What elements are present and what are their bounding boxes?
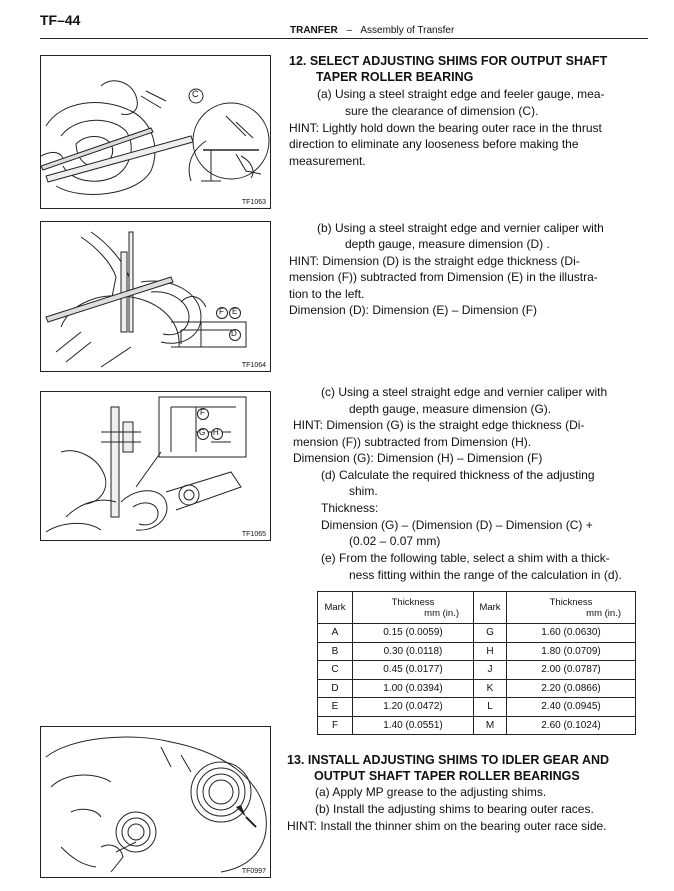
table-cell: 0.30 (0.0118) [353,642,474,661]
step12-title-line2: TAPER ROLLER BEARING [316,70,474,84]
formula-b: Dimension (D): Dimension (E) – Dimension (F) [289,303,538,317]
thickness-formula-line2: (0.02 – 0.07 mm) [349,534,441,548]
table-cell: C [318,661,353,680]
label-g: G [199,428,206,437]
page-number: TF–44 [40,12,81,28]
label-e: E [232,307,238,316]
table-row [318,642,636,661]
table-row [318,624,636,643]
shim-table [317,591,636,735]
figure-caption: TF1063 [241,199,266,206]
thickness-label: Thickness: [321,501,379,515]
hint-a-line2: direction to eliminate any looseness before making the [289,137,579,151]
table-cell: H [474,642,507,661]
hint-c-line2: mension (F)) subtracted from Dimension (H). [293,435,532,449]
hint-c-line1: HINT: Dimension (G) is the straight edge thickness (Di- [293,418,585,432]
step12-e-line1: (e) From the following table, select a shim with a thick- [321,551,610,565]
header-thickness-label: Thickness [549,596,593,608]
figure-vernier-caliper-g [40,391,271,541]
label-d: D [231,329,237,338]
step13-b: (b) Install the adjusting shims to bearing outer races. [315,802,594,816]
step12-b-line2: depth gauge, measure dimension (D) . [345,237,550,251]
table-cell: 0.15 (0.0059) [353,624,474,643]
hint-b-line3: tion to the left. [289,287,365,301]
table-cell: 1.00 (0.0394) [353,679,474,698]
table-cell: G [474,624,507,643]
header-rule [40,38,648,39]
step12-d-line2: shim. [349,484,378,498]
header-thickness-unit: mm (in.) [586,607,621,619]
figure-shim-install [40,726,271,878]
table-row [318,698,636,717]
step12-b-line1: (b) Using a steel straight edge and vernier caliper with [317,221,604,235]
step13-hint: HINT: Install the thinner shim on the bearing outer race side. [287,819,607,833]
header-mark: Mark [474,592,507,624]
subsection-title: Assembly of Transfer [360,25,455,36]
table-row [318,661,636,680]
table-cell: A [318,624,353,643]
vernier-caliper-d-illustration [41,222,270,371]
step12-title-line1: 12. SELECT ADJUSTING SHIMS FOR OUTPUT SHAFT [289,54,608,68]
hint-a-line3: measurement. [289,154,366,168]
step12-e-line2: ness fitting within the range of the calculation in (d). [349,568,622,582]
step12-a-line1: (a) Using a steel straight edge and feeler gauge, mea- [317,87,605,101]
table-cell: 2.20 (0.0866) [507,679,636,698]
header-thickness [353,592,474,624]
table-cell: 1.20 (0.0472) [353,698,474,717]
label-h: H [213,428,219,437]
table-cell: D [318,679,353,698]
table-cell: 2.40 (0.0945) [507,698,636,717]
table-cell: M [474,716,507,735]
step12-a-line2: sure the clearance of dimension (C). [345,104,539,118]
label-f: F [200,408,205,417]
table-cell: L [474,698,507,717]
header-thickness-label: Thickness [391,596,435,608]
formula-c: Dimension (G): Dimension (H) – Dimension (F) [293,451,543,465]
figure-vernier-caliper-d [40,221,271,372]
header-thickness-unit: mm (in.) [424,607,459,619]
header-dash: – [346,25,353,36]
step12-d-line1: (d) Calculate the required thickness of the adjusting [321,468,595,482]
table-row [318,716,636,735]
table-cell: 1.80 (0.0709) [507,642,636,661]
table-header-row [318,592,636,624]
table-cell: 0.45 (0.0177) [353,661,474,680]
feeler-gauge-illustration [41,56,270,208]
figure-caption: TF1065 [241,531,266,538]
vernier-caliper-g-illustration [41,392,270,540]
table-cell: 1.60 (0.0630) [507,624,636,643]
thickness-formula-line1: Dimension (G) – (Dimension (D) – Dimension (C) + [321,518,593,532]
figure-caption: TF0997 [241,868,266,875]
label-f: F [219,307,224,316]
hint-b-line2: mension (F)) subtracted from Dimension (E) in the illustra- [289,270,598,284]
running-header [290,25,454,36]
table-cell: J [474,661,507,680]
table-cell: 1.40 (0.0551) [353,716,474,735]
section-title: TRANFER [290,25,338,36]
table-cell: B [318,642,353,661]
shim-install-illustration [41,727,270,877]
figure-feeler-gauge [40,55,271,209]
table-cell: E [318,698,353,717]
figure-caption: TF1064 [241,362,266,369]
table-cell: F [318,716,353,735]
table-cell: 2.00 (0.0787) [507,661,636,680]
step13-title-line2: OUTPUT SHAFT TAPER ROLLER BEARINGS [314,769,580,783]
table-cell: 2.60 (0.1024) [507,716,636,735]
step12-c-line2: depth gauge, measure dimension (G). [349,402,552,416]
step12-c-line1: (c) Using a steel straight edge and vernier caliper with [321,385,608,399]
step13-title-line1: 13. INSTALL ADJUSTING SHIMS TO IDLER GEAR AND [287,753,610,767]
label-c: C [192,89,199,99]
header-mark: Mark [318,592,353,624]
step13-a: (a) Apply MP grease to the adjusting shims. [315,785,547,799]
hint-b-line1: HINT: Dimension (D) is the straight edge thickness (Di- [289,254,580,268]
table-cell: K [474,679,507,698]
hint-a-line1: HINT: Lightly hold down the bearing outer race in the thrust [289,121,602,135]
table-row [318,679,636,698]
header-thickness [507,592,636,624]
